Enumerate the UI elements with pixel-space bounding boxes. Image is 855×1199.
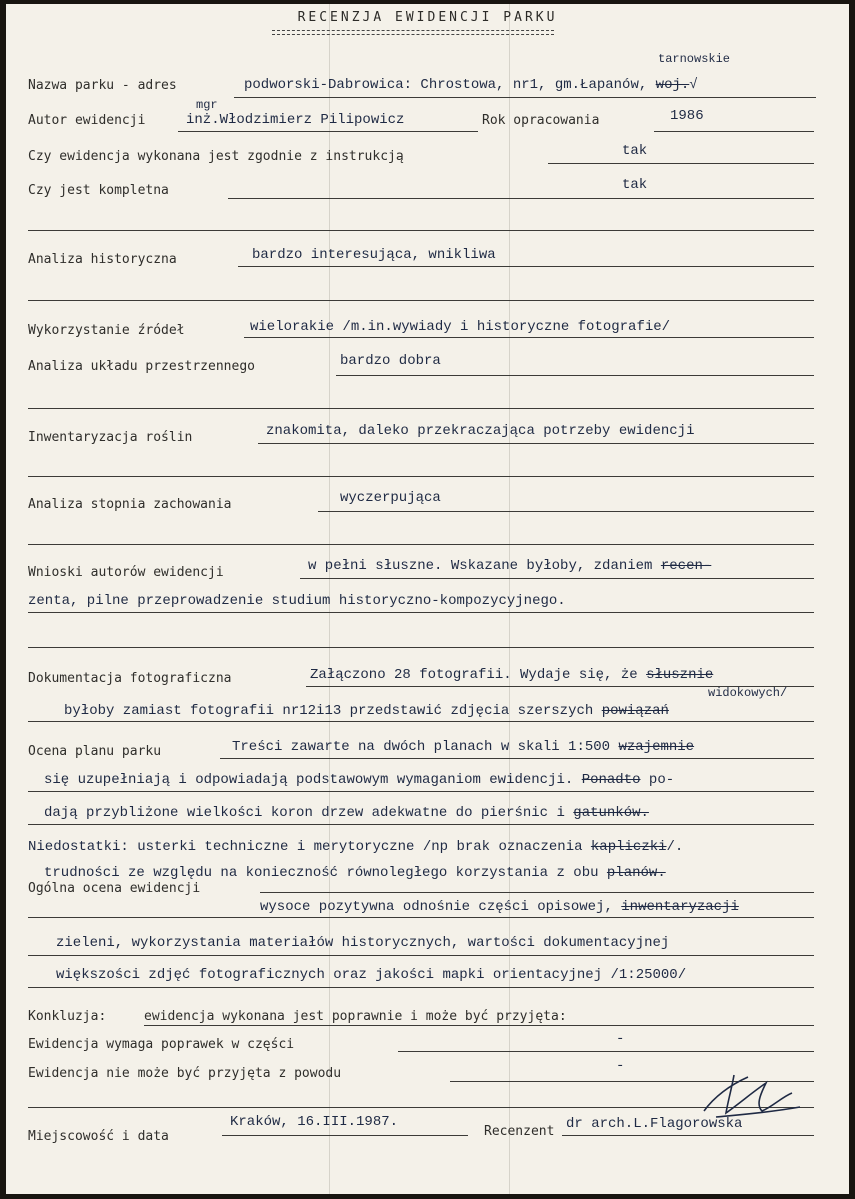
plant-inventory-label: Inwentaryzacja roślin bbox=[28, 430, 193, 445]
conclusions-value-line1 bbox=[308, 558, 711, 574]
photo-docs-struck-1: słusznie bbox=[646, 667, 714, 683]
reviewer-value: dr arch.L.Flagorowska bbox=[566, 1116, 743, 1132]
conclusion-label: Konkluzja: bbox=[28, 1009, 107, 1024]
plant-inventory-value: znakomita, daleko przekraczająca potrzeby ewidencji bbox=[266, 423, 695, 439]
shortcomings-struck-1: kapliczki bbox=[590, 839, 667, 855]
conclusion-option-accept: ewidencja wykonana jest poprawnie i może być przyjęta: bbox=[144, 1009, 567, 1024]
park-name-label: Nazwa parku - adres bbox=[28, 78, 177, 93]
park-name-struck: woj. bbox=[655, 77, 690, 93]
per-instruction-label: Czy ewidencja wykonana jest zgodnie z instrukcją bbox=[28, 149, 404, 164]
field-line bbox=[28, 955, 814, 956]
field-line bbox=[398, 1051, 814, 1052]
form-title: RECENZJA EWIDENCJI PARKU bbox=[297, 10, 558, 25]
overall-text-1: wysoce pozytywna odnośnie części opisowej, bbox=[260, 899, 613, 915]
plan-assessment-struck-1: wzajemnie bbox=[618, 739, 695, 755]
field-line bbox=[28, 544, 814, 545]
photo-docs-insert: widokowych/ bbox=[708, 686, 788, 700]
overall-value-line3: większości zdjęć fotograficznych oraz jakości mapki orientacyjnej /1:25000/ bbox=[56, 967, 687, 983]
conclusions-label: Wnioski autorów ewidencji bbox=[28, 565, 224, 580]
field-line bbox=[260, 892, 814, 893]
sources-value: wielorakie /m.in.wywiady i historyczne fotografie/ bbox=[250, 319, 671, 335]
shortcomings-value-line2 bbox=[44, 865, 666, 881]
plan-assessment-label: Ocena planu parku bbox=[28, 744, 162, 759]
plan-assessment-value-line1 bbox=[232, 739, 694, 755]
field-line bbox=[28, 647, 814, 648]
field-line bbox=[144, 1025, 814, 1026]
handwritten-signature bbox=[696, 1067, 806, 1127]
year-label: Rok opracowania bbox=[482, 113, 600, 128]
reject-reason-value: - bbox=[616, 1058, 625, 1074]
plan-assessment-struck-3: gatunków. bbox=[573, 805, 649, 821]
plan-assessment-value-line2 bbox=[44, 772, 674, 788]
preservation-value: wyczerpująca bbox=[340, 490, 441, 506]
field-line bbox=[28, 612, 814, 613]
overall-value-line2: zieleni, wykorzystania materiałów historycznych, wartości dokumentacyjnej bbox=[56, 935, 670, 951]
photo-docs-text-2: byłoby zamiast fotografii nr12i13 przedstawić zdjęcia szerszych bbox=[64, 703, 594, 719]
field-line bbox=[244, 337, 814, 338]
field-line bbox=[28, 987, 814, 988]
conclusions-value-line2: zenta, pilne przeprowadzenie studium historyczno-kompozycyjnego. bbox=[28, 593, 566, 609]
plan-assessment-text-2: się uzupełniają i odpowiadają podstawowym wymaganiom ewidencji. bbox=[44, 772, 574, 788]
author-value: inż.Włodzimierz Pilipowicz bbox=[186, 112, 405, 128]
field-line bbox=[228, 198, 814, 199]
field-line bbox=[28, 824, 814, 825]
photo-docs-struck-2: powiązań bbox=[601, 703, 669, 719]
field-line bbox=[28, 230, 814, 231]
field-line bbox=[336, 375, 814, 376]
field-line bbox=[28, 476, 814, 477]
overall-value-line1 bbox=[260, 899, 739, 915]
photo-docs-value-line2 bbox=[64, 703, 669, 719]
field-line bbox=[318, 511, 814, 512]
check-mark: √ bbox=[689, 77, 698, 93]
field-line bbox=[28, 917, 814, 918]
author-title-insert: mgr bbox=[196, 98, 218, 112]
field-line bbox=[238, 266, 814, 267]
overall-struck-1: inwentaryzacji bbox=[621, 899, 739, 915]
park-name-value bbox=[244, 77, 698, 93]
field-line bbox=[28, 408, 814, 409]
field-line bbox=[234, 97, 816, 98]
shortcomings-tail-1: /. bbox=[666, 839, 684, 855]
plan-assessment-text-1: Treści zawarte na dwóch planach w skali 1:500 bbox=[232, 739, 611, 755]
reviewer-label: Recenzent bbox=[484, 1124, 555, 1139]
overall-label: Ogólna ocena ewidencji bbox=[28, 881, 201, 896]
field-line bbox=[258, 443, 814, 444]
field-line bbox=[178, 131, 478, 132]
historical-analysis-value: bardzo interesująca, wnikliwa bbox=[252, 247, 496, 263]
sources-label: Wykorzystanie źródeł bbox=[28, 323, 185, 338]
shortcomings-value-line1 bbox=[28, 839, 683, 855]
complete-label: Czy jest kompletna bbox=[28, 183, 169, 198]
title-double-rule bbox=[272, 30, 554, 35]
review-form-page bbox=[6, 4, 849, 1194]
field-line bbox=[220, 758, 814, 759]
shortcomings-text-2: trudności ze względu na konieczność równoległego korzystania z obu bbox=[44, 865, 599, 881]
spatial-analysis-value: bardzo dobra bbox=[340, 353, 441, 369]
place-date-value: Kraków, 16.III.1987. bbox=[230, 1114, 399, 1130]
revisions-value: - bbox=[616, 1031, 625, 1047]
conclusion-option-reject: Ewidencja nie może być przyjęta z powodu bbox=[28, 1066, 342, 1081]
field-line bbox=[28, 721, 814, 722]
photo-docs-value-line1 bbox=[310, 667, 713, 683]
park-name-text: podworski-Dabrowica: Chrostowa, nr1, gm.Łapanów, bbox=[244, 77, 648, 93]
plan-assessment-struck-2: Ponadto bbox=[581, 772, 641, 788]
author-label: Autor ewidencji bbox=[28, 113, 146, 128]
shortcomings-text-1: Niedostatki: usterki techniczne i merytoryczne /np brak oznaczenia bbox=[28, 839, 583, 855]
per-instruction-value: tak bbox=[622, 143, 648, 159]
plan-assessment-text-3: dają przybliżone wielkości koron drzew adekwatne do pierśnic i bbox=[44, 805, 565, 821]
field-line bbox=[654, 131, 814, 132]
field-line bbox=[28, 791, 814, 792]
conclusions-text-1: w pełni słuszne. Wskazane byłoby, zdaniem bbox=[308, 558, 653, 574]
shortcomings-struck-2: planów. bbox=[606, 865, 666, 881]
spatial-analysis-label: Analiza układu przestrzennego bbox=[28, 359, 255, 374]
conclusions-struck: recen- bbox=[660, 558, 712, 574]
year-value: 1986 bbox=[670, 108, 704, 124]
photo-docs-label: Dokumentacja fotograficzna bbox=[28, 671, 232, 686]
field-line bbox=[300, 578, 814, 579]
historical-analysis-label: Analiza historyczna bbox=[28, 252, 177, 267]
field-line bbox=[28, 300, 814, 301]
place-date-label: Miejscowość i data bbox=[28, 1129, 169, 1144]
plan-assessment-tail-2: po- bbox=[648, 772, 675, 788]
field-line bbox=[548, 163, 814, 164]
field-line bbox=[222, 1135, 468, 1136]
plan-assessment-value-line3 bbox=[44, 805, 649, 821]
photo-docs-text-1: Załączono 28 fotografii. Wydaje się, że bbox=[310, 667, 638, 683]
complete-value: tak bbox=[622, 177, 648, 193]
preservation-label: Analiza stopnia zachowania bbox=[28, 497, 232, 512]
field-line bbox=[562, 1135, 814, 1136]
park-region-insert: tarnowskie bbox=[658, 52, 731, 66]
conclusion-option-revisions: Ewidencja wymaga poprawek w części bbox=[28, 1037, 295, 1052]
